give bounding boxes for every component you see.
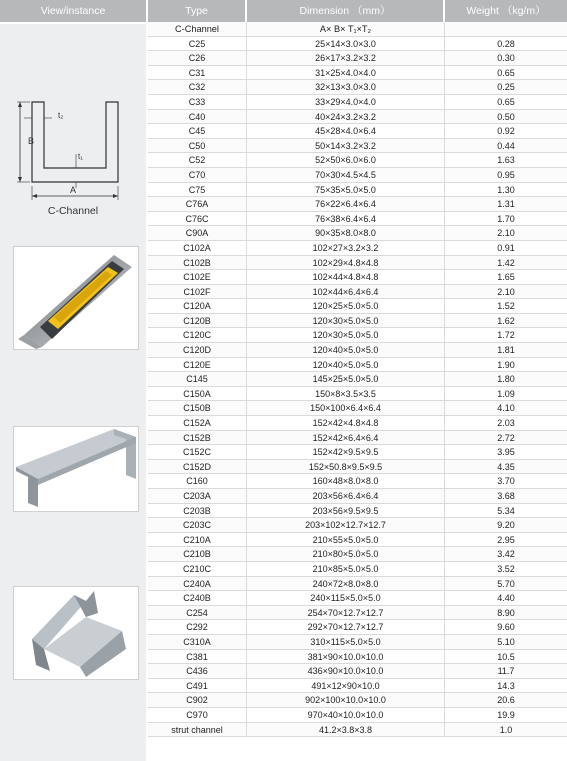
row-weight: 2.10 xyxy=(497,228,515,239)
row-weight: 1.42 xyxy=(497,257,515,268)
table-row xyxy=(148,37,567,52)
row-weight: 1.63 xyxy=(497,155,515,166)
table-header xyxy=(0,0,567,22)
row-weight: 4.40 xyxy=(497,593,515,604)
row-dimension: 145×25×5.0×5.0 xyxy=(247,372,445,386)
row-dimension: 152×42×9.5×9.5 xyxy=(247,445,445,459)
row-type: C31 xyxy=(148,66,247,80)
row-weight: 2.95 xyxy=(497,534,515,545)
subheader-row xyxy=(148,22,567,37)
row-type: C102A xyxy=(148,241,247,255)
row-weight: 9.20 xyxy=(497,520,515,531)
row-type: C152D xyxy=(148,460,247,474)
row-weight: 0.91 xyxy=(497,242,515,253)
data-rows xyxy=(148,22,567,761)
table-row xyxy=(148,489,567,504)
table-row xyxy=(148,256,567,271)
table-row xyxy=(148,664,567,679)
row-weight: 1.30 xyxy=(497,184,515,195)
header-type: Type xyxy=(148,0,247,22)
row-weight: 1.0 xyxy=(499,724,513,735)
row-weight: 3.95 xyxy=(497,447,515,458)
table-row xyxy=(148,474,567,489)
table-row xyxy=(148,679,567,694)
row-type: C120C xyxy=(148,328,247,342)
row-type: C70 xyxy=(148,168,247,182)
row-weight: 0.92 xyxy=(497,126,515,137)
table-row xyxy=(148,124,567,139)
row-type: C210B xyxy=(148,547,247,561)
row-type: C102F xyxy=(148,285,247,299)
table-row xyxy=(148,518,567,533)
row-dimension: 102×44×4.8×4.8 xyxy=(247,270,445,284)
row-weight: 10.5 xyxy=(497,651,515,662)
table-row xyxy=(148,197,567,212)
row-type: C120E xyxy=(148,358,247,372)
row-type: C254 xyxy=(148,606,247,620)
label-t2: t₂ xyxy=(58,111,64,120)
diagram-caption: C-Channel xyxy=(47,205,99,217)
table-row xyxy=(148,358,567,373)
row-type: C160 xyxy=(148,474,247,488)
row-dimension: 120×30×5.0×5.0 xyxy=(247,314,445,328)
product-photo-wide-channel xyxy=(13,426,139,512)
row-dimension: 45×28×4.0×6.4 xyxy=(247,124,445,138)
row-weight: 0.50 xyxy=(497,111,515,122)
row-type: C310A xyxy=(148,635,247,649)
table-row xyxy=(148,460,567,475)
table-row xyxy=(148,80,567,95)
table-row xyxy=(148,387,567,402)
row-weight: 5.10 xyxy=(497,636,515,647)
row-type: C381 xyxy=(148,650,247,664)
row-dimension: 33×29×4.0×4.0 xyxy=(247,95,445,109)
row-dimension: 240×115×5.0×5.0 xyxy=(247,591,445,605)
row-dimension: 210×80×5.0×5.0 xyxy=(247,547,445,561)
row-weight: 3.42 xyxy=(497,549,515,560)
row-weight: 5.34 xyxy=(497,505,515,516)
row-type: C76C xyxy=(148,212,247,226)
row-type: C25 xyxy=(148,37,247,51)
row-dimension: 240×72×8.0×8.0 xyxy=(247,577,445,591)
row-dimension: 203×56×9.5×9.5 xyxy=(247,504,445,518)
row-weight: 0.44 xyxy=(497,140,515,151)
row-dimension: 75×35×5.0×5.0 xyxy=(247,183,445,197)
row-weight: 1.81 xyxy=(497,345,515,356)
table-body xyxy=(0,22,567,761)
row-weight: 0.95 xyxy=(497,169,515,180)
header-weight: Weight （kg/m） xyxy=(445,0,567,22)
row-dimension: 970×40×10.0×10.0 xyxy=(247,708,445,722)
row-dimension: 50×14×3.2×3.2 xyxy=(247,139,445,153)
row-type: C210A xyxy=(148,533,247,547)
product-photo-ridged-profile xyxy=(13,586,139,680)
table-row xyxy=(148,723,567,738)
subheader-weight xyxy=(445,22,567,36)
row-dimension: 76×38×6.4×6.4 xyxy=(247,212,445,226)
row-dimension: 52×50×6.0×6.0 xyxy=(247,153,445,167)
row-dimension: 150×8×3.5×3.5 xyxy=(247,387,445,401)
header-view: View/instance xyxy=(0,0,148,22)
row-dimension: 41.2×3.8×3.8 xyxy=(247,723,445,737)
row-dimension: 102×27×3.2×3.2 xyxy=(247,241,445,255)
row-weight: 2.72 xyxy=(497,432,515,443)
row-type: C152B xyxy=(148,431,247,445)
row-dimension: 210×85×5.0×5.0 xyxy=(247,562,445,576)
row-dimension: 210×55×5.0×5.0 xyxy=(247,533,445,547)
row-dimension: 292×70×12.7×12.7 xyxy=(247,620,445,634)
table-row xyxy=(148,547,567,562)
table-row xyxy=(148,431,567,446)
row-type: C120B xyxy=(148,314,247,328)
table-row xyxy=(148,66,567,81)
product-photo-yellow-insert xyxy=(13,246,139,350)
row-weight: 19.9 xyxy=(497,709,515,720)
row-dimension: 120×40×5.0×5.0 xyxy=(247,343,445,357)
row-type: C102E xyxy=(148,270,247,284)
row-type: C436 xyxy=(148,664,247,678)
row-dimension: 381×90×10.0×10.0 xyxy=(247,650,445,664)
table-row xyxy=(148,226,567,241)
table-row xyxy=(148,299,567,314)
table-row xyxy=(148,51,567,66)
row-dimension: 491×12×90×10.0 xyxy=(247,679,445,693)
row-type: C52 xyxy=(148,153,247,167)
row-type: C32 xyxy=(148,80,247,94)
table-row xyxy=(148,212,567,227)
row-weight: 9.60 xyxy=(497,622,515,633)
row-weight: 0.30 xyxy=(497,53,515,64)
row-type: C45 xyxy=(148,124,247,138)
row-weight: 0.65 xyxy=(497,67,515,78)
row-weight: 3.52 xyxy=(497,563,515,574)
row-type: C152C xyxy=(148,445,247,459)
row-type: C75 xyxy=(148,183,247,197)
row-type: C203B xyxy=(148,504,247,518)
table-row xyxy=(148,328,567,343)
row-type: C152A xyxy=(148,416,247,430)
row-dimension: 26×17×3.2×3.2 xyxy=(247,51,445,65)
table-row xyxy=(148,110,567,125)
table-row xyxy=(148,693,567,708)
row-type: C102B xyxy=(148,256,247,270)
row-dimension: 436×90×10.0×10.0 xyxy=(247,664,445,678)
row-dimension: 70×30×4.5×4.5 xyxy=(247,168,445,182)
row-weight: 4.35 xyxy=(497,461,515,472)
header-dimension: Dimension （mm） xyxy=(247,0,445,22)
row-type: C120D xyxy=(148,343,247,357)
row-type: C902 xyxy=(148,693,247,707)
row-weight: 1.65 xyxy=(497,272,515,283)
row-weight: 1.31 xyxy=(497,199,515,210)
table-row xyxy=(148,168,567,183)
row-weight: 1.52 xyxy=(497,301,515,312)
view-column xyxy=(0,22,148,761)
label-t1: t₁ xyxy=(78,152,83,161)
row-type: C970 xyxy=(148,708,247,722)
row-type: C240A xyxy=(148,577,247,591)
row-type: C203C xyxy=(148,518,247,532)
table-row xyxy=(148,401,567,416)
row-weight: 2.03 xyxy=(497,418,515,429)
row-type: C33 xyxy=(148,95,247,109)
row-type: strut channel xyxy=(148,723,247,737)
row-type: C150A xyxy=(148,387,247,401)
row-weight: 3.68 xyxy=(497,491,515,501)
row-weight: 11.7 xyxy=(497,666,515,677)
row-dimension: 203×56×6.4×6.4 xyxy=(247,489,445,503)
row-dimension: 31×25×4.0×4.0 xyxy=(247,66,445,80)
row-weight: 14.3 xyxy=(497,680,515,691)
row-type: C150B xyxy=(148,401,247,415)
table-row xyxy=(148,650,567,665)
row-dimension: 150×100×6.4×6.4 xyxy=(247,401,445,415)
row-weight: 2.10 xyxy=(497,286,515,297)
row-type: C90A xyxy=(148,226,247,240)
label-a: A xyxy=(70,185,77,195)
row-dimension: 254×70×12.7×12.7 xyxy=(247,606,445,620)
row-type: C50 xyxy=(148,139,247,153)
table-row xyxy=(148,183,567,198)
row-type: C40 xyxy=(148,110,247,124)
row-dimension: 152×42×6.4×6.4 xyxy=(247,431,445,445)
table-row xyxy=(148,620,567,635)
row-dimension: 120×25×5.0×5.0 xyxy=(247,299,445,313)
row-weight: 1.72 xyxy=(497,330,515,341)
row-type: C491 xyxy=(148,679,247,693)
row-weight: 1.09 xyxy=(497,388,515,399)
table-row xyxy=(148,591,567,606)
row-dimension: 310×115×5.0×5.0 xyxy=(247,635,445,649)
label-b: B xyxy=(28,136,35,146)
row-dimension: 203×102×12.7×12.7 xyxy=(247,518,445,532)
table-row xyxy=(148,372,567,387)
table-row xyxy=(148,285,567,300)
row-dimension: 902×100×10.0×10.0 xyxy=(247,693,445,707)
row-weight: 0.25 xyxy=(497,82,515,93)
table-row xyxy=(148,270,567,285)
row-weight: 1.70 xyxy=(497,213,515,224)
row-dimension: 25×14×3.0×3.0 xyxy=(247,37,445,51)
table-row xyxy=(148,314,567,329)
row-weight: 8.90 xyxy=(497,607,515,618)
row-weight: 4.10 xyxy=(497,403,515,414)
row-weight: 1.62 xyxy=(497,315,515,326)
row-weight: 1.80 xyxy=(497,374,515,385)
row-type: C210C xyxy=(148,562,247,576)
table-row xyxy=(148,635,567,650)
table-row xyxy=(148,577,567,592)
table-row xyxy=(148,343,567,358)
subheader-dimension: A× B× T₁×T₂ xyxy=(247,22,445,36)
row-dimension: 102×44×6.4×6.4 xyxy=(247,285,445,299)
row-type: C76A xyxy=(148,197,247,211)
row-dimension: 152×42×4.8×4.8 xyxy=(247,416,445,430)
row-type: C120A xyxy=(148,299,247,313)
row-dimension: 160×48×8.0×8.0 xyxy=(247,474,445,488)
table-row xyxy=(148,139,567,154)
row-weight: 0.28 xyxy=(497,38,515,49)
table-row xyxy=(148,95,567,110)
row-type: C292 xyxy=(148,620,247,634)
row-dimension: 152×50.8×9.5×9.5 xyxy=(247,460,445,474)
table-row xyxy=(148,445,567,460)
row-type: C240B xyxy=(148,591,247,605)
table-row xyxy=(148,416,567,431)
row-dimension: 90×35×8.0×8.0 xyxy=(247,226,445,240)
table-row xyxy=(148,153,567,168)
table-row xyxy=(148,708,567,723)
subheader-type: C-Channel xyxy=(148,22,247,36)
table-row xyxy=(148,533,567,548)
row-dimension: 120×30×5.0×5.0 xyxy=(247,328,445,342)
table-row xyxy=(148,504,567,519)
row-weight: 1.90 xyxy=(497,359,515,370)
table-row xyxy=(148,241,567,256)
row-weight: 20.6 xyxy=(497,695,515,706)
table-row xyxy=(148,562,567,577)
row-dimension: 40×24×3.2×3.2 xyxy=(247,110,445,124)
row-dimension: 102×29×4.8×4.8 xyxy=(247,256,445,270)
row-weight: 5.70 xyxy=(497,578,515,589)
row-type: C203A xyxy=(148,489,247,503)
table-row xyxy=(148,606,567,621)
row-dimension: 32×13×3.0×3.0 xyxy=(247,80,445,94)
row-dimension: 120×40×5.0×5.0 xyxy=(247,358,445,372)
row-type: C145 xyxy=(148,372,247,386)
row-type: C26 xyxy=(148,51,247,65)
row-weight: 0.65 xyxy=(497,96,515,107)
row-dimension: 76×22×6.4×6.4 xyxy=(247,197,445,211)
row-weight: 3.70 xyxy=(497,476,515,487)
